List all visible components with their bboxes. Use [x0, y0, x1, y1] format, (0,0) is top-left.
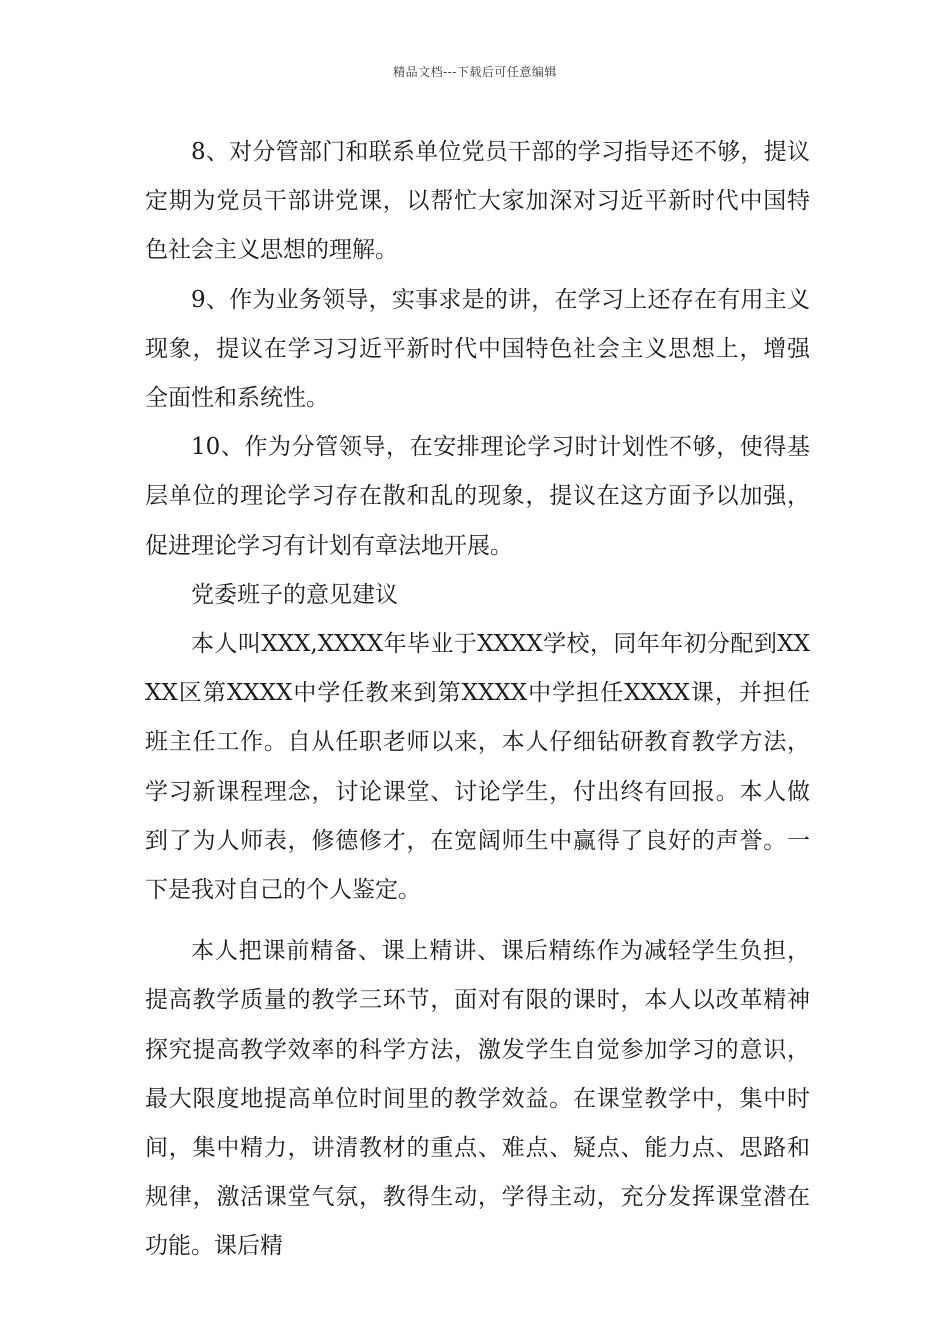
paragraph-teaching-method: 本人把课前精备、课上精讲、课后精练作为减轻学生负担，提高教学质量的教学三环节，面对有限的课时，本人以改革精神探究提高教学效率的科学方法，激发学生自觉参加学习的意识，最大限度地提高单位时间里的教学效益。在课堂教学中，集中时间，集中精力，讲清教材的重点、难点、疑点、能力点、思路和规律，激活课堂气氛，教得生动，学得主动，充分发挥课堂潜在功能。课后精 — [145, 938, 810, 1260]
paragraph-item-10: 10、作为分管领导，在安排理论学习时计划性不够，使得基层单位的理论学习存在散和乱的现象，提议在这方面予以加强，促进理论学习有计划有章法地开展。 — [145, 434, 810, 559]
page-header: 精品文档---下载后可任意编辑 — [393, 65, 557, 79]
paragraph-item-8: 8、对分管部门和联系单位党员干部的学习指导还不够，提议定期为党员干部讲党课，以帮忙大家加深对习近平新时代中国特色社会主义思想的理解。 — [145, 139, 810, 264]
paragraph-item-9: 9、作为业务领导，实事求是的讲，在学习上还存在有用主义现象，提议在学习习近平新时代中国特色社会主义思想上，增强全面性和系统性。 — [145, 286, 810, 412]
section-heading: 党委班子的意见建议 — [191, 581, 398, 608]
paragraph-self-intro: 本人叫XXX,XXXX年毕业于XXXX学校，同年年初分配到XXXX区第XXXX中学任教来到第XXXX中学担任XXXX课，并担任班主任工作。自从任职老师以来，本人仔细钻研教育教学方法，学习新课程理念，讨论课堂、讨论学生，付出终有回报。本人做到了为人师表，修德修才，在宽阔师生中赢得了良好的声誉。一下是我对自己的个人鉴定。 — [145, 631, 810, 904]
document-body — [145, 128, 810, 1272]
